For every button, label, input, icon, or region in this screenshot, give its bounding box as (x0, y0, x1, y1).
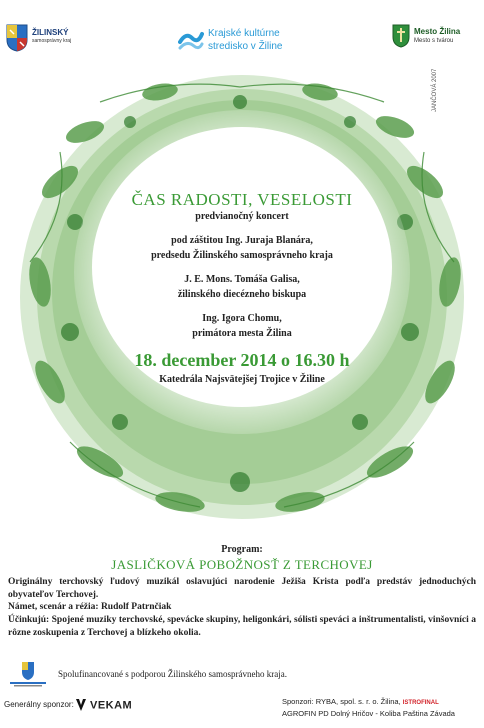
patron-1-role: predsedu Žilinského samosprávneho kraja (151, 250, 333, 261)
patron-2-name: J. E. Mons. Tomáša Galisa, (184, 274, 300, 285)
event-title: ČAS RADOSTI, VESELOSTI (131, 190, 353, 209)
program-credits: Námet, scenár a réžia: Rudolf Patrnčiak (8, 602, 172, 612)
vekam-name: VEKAM (90, 699, 133, 712)
vekam-logo (76, 696, 132, 712)
event-venue: Katedrála Najsvätejšej Trojice v Žiline (159, 374, 325, 385)
event-subtitle: predvianočný koncert (195, 211, 289, 222)
program-label: Program: (221, 544, 263, 555)
artist-signature: JANČOVÁ 2007 (432, 68, 438, 112)
patron-intro: pod záštitou Ing. Juraja Blanára, (171, 235, 313, 246)
mesto-zilina-sub: Mesto s tvárou (414, 38, 454, 44)
program-description: Originálny terchovský ľudový muzikál oslavujúci narodenie Ježiša Krista podľa predstáv jednoduchých obyvateľov Terchovej. (8, 577, 476, 600)
funding-logo (8, 660, 48, 688)
patron-3-name: Ing. Igora Chomu, (202, 313, 282, 324)
coat-of-arms-icon (6, 24, 28, 52)
patron-3-role: primátora mesta Žilina (192, 328, 292, 339)
sponsors-line1 (282, 697, 439, 706)
zilinsky-kraj-logo (6, 24, 78, 64)
kks-line1: Krajské kultúrne (208, 28, 280, 39)
zilinsky-kraj-title: ŽILINSKÝ (32, 28, 69, 37)
event-date: 18. december 2014 o 16.30 h (134, 350, 350, 370)
funding-text: Spolufinancované s podporou Žilinského samosprávneho kraja. (58, 669, 287, 679)
program-title: JASLIČKOVÁ POBOŽNOSŤ Z TERCHOVEJ (111, 557, 373, 572)
zilinsky-kraj-sub: samosprávny kraj (32, 38, 72, 44)
kks-logo (178, 26, 298, 56)
shield-icon (392, 24, 410, 48)
patron-2-role: žilinského diecézneho biskupa (177, 289, 307, 300)
mesto-zilina-title: Mesto Žilina (414, 27, 461, 36)
program-performers: Účinkujú: Spojené muziky terchovské, spevácke skupiny, heligonkári, sólisti speváci a inštrumentalisti, vinšovníci a rôzne zoskupenia z Terchovej a blízkeho okolia. (8, 615, 476, 638)
sponsors-line2: AGROFIN PD Dolný Hričov - Koliba Paština Závada (282, 709, 455, 718)
istrofinal-brand: ISTROFINAL (402, 700, 439, 706)
mesto-zilina-logo (392, 24, 482, 60)
vekam-mark-icon (76, 699, 86, 711)
kks-line2: stredisko v Žiline (208, 41, 283, 52)
sponsors-line1-text: Sponzori: RYBA, spol. s. r. o. Žilina, (282, 697, 401, 706)
wave-icon (178, 28, 204, 52)
region-emblem-icon (8, 660, 48, 688)
general-sponsor-label: Generálny sponzor: (4, 700, 74, 709)
